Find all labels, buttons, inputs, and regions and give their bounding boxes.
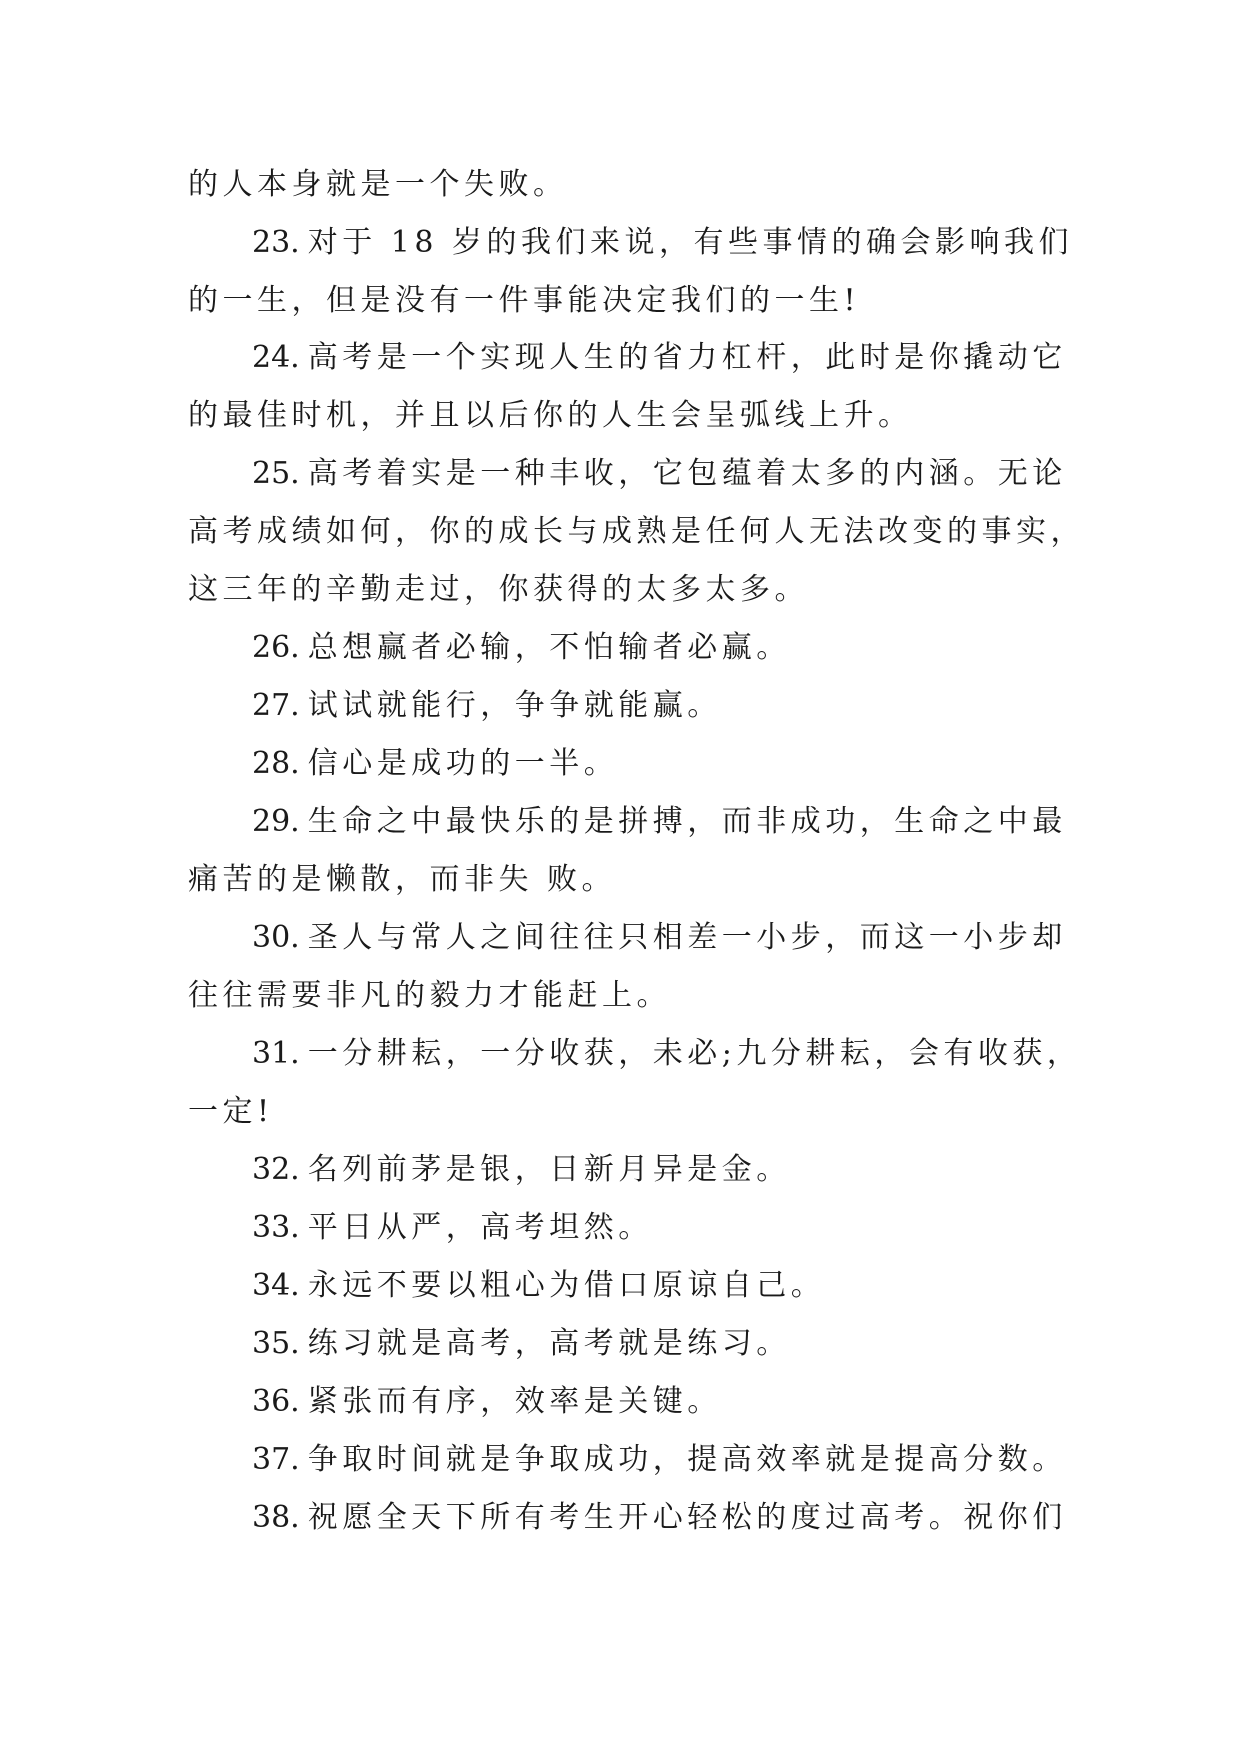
line-text: 的人本身就是一个失败。: [188, 167, 568, 202]
item-text: 争取时间就是争取成功，提高效率就是提高分数。: [307, 1442, 1067, 1477]
text-line: [188, 396, 913, 436]
item-number: 37.: [252, 1442, 300, 1477]
item-number: 25.: [252, 456, 300, 491]
list-item: [252, 686, 722, 726]
text-line: [188, 281, 860, 321]
item-text: 祝愿全天下所有考生开心轻松的度过高考。祝你们: [307, 1500, 1067, 1535]
item-text: 平日从严，高考坦然。: [307, 1210, 653, 1245]
text-line: [188, 860, 616, 900]
item-number: 26.: [252, 630, 300, 665]
item-text: 高考是一个实现人生的省力杠杆，此时是你撬动它: [307, 340, 1067, 375]
item-number: 24.: [252, 340, 300, 375]
item-number: 29.: [252, 804, 300, 839]
list-item: [252, 918, 1067, 958]
list-item: [252, 744, 618, 784]
item-text: 紧张而有序，效率是关键。: [307, 1384, 722, 1419]
item-text: 永远不要以粗心为借口原谅自己。: [307, 1268, 826, 1303]
item-number: 23.: [252, 225, 300, 260]
item-text: 对于 18 岁的我们来说，有些事情的确会影响我们: [307, 225, 1073, 260]
list-item: [252, 802, 1067, 842]
item-text: 高考着实是一种丰收，它包蕴着太多的内涵。无论: [307, 456, 1067, 491]
item-number: 32.: [252, 1152, 300, 1187]
line-text: 这三年的辛勤走过，你获得的太多太多。: [188, 572, 809, 607]
line-text: 一定!: [188, 1094, 274, 1129]
item-text: 信心是成功的一半。: [307, 746, 619, 781]
item-text: 圣人与常人之间往往只相差一小步，而这一小步却: [307, 920, 1067, 955]
item-number: 28.: [252, 746, 300, 781]
item-text: 生命之中最快乐的是拼搏，而非成功，生命之中最: [307, 804, 1067, 839]
list-item: [252, 1150, 791, 1190]
item-number: 38.: [252, 1500, 300, 1535]
list-item: [252, 338, 1067, 378]
list-item: [252, 1208, 653, 1248]
item-number: 33.: [252, 1210, 300, 1245]
item-number: 27.: [252, 688, 300, 723]
list-item: [252, 454, 1067, 494]
text-line: [188, 1092, 274, 1132]
line-text: 的一生，但是没有一件事能决定我们的一生!: [188, 283, 861, 318]
list-item: [252, 1498, 1067, 1538]
list-item: [252, 1034, 1081, 1074]
list-item: [252, 1266, 825, 1306]
list-item: [252, 1324, 791, 1364]
list-item: [252, 1382, 722, 1422]
item-text: 试试就能行，争争就能赢。: [307, 688, 722, 723]
text-line: [188, 976, 671, 1016]
item-number: 36.: [252, 1384, 300, 1419]
item-number: 30.: [252, 920, 300, 955]
line-text: 高考成绩如何，你的成长与成熟是任何人无法改变的事实，: [188, 514, 1085, 549]
item-text: 一分耕耘，一分收获，未必;九分耕耘，会有收获，: [307, 1036, 1082, 1071]
text-line: [188, 512, 1085, 552]
item-number: 34.: [252, 1268, 300, 1303]
list-item: [252, 223, 1073, 263]
line-text: 痛苦的是懒散，而非失 败。: [188, 862, 617, 897]
item-text: 名列前茅是银，日新月异是金。: [307, 1152, 791, 1187]
line-text: 的最佳时机，并且以后你的人生会呈弧线上升。: [188, 398, 913, 433]
text-line: [188, 165, 568, 205]
item-number: 35.: [252, 1326, 300, 1361]
item-text: 总想赢者必输，不怕输者必赢。: [307, 630, 791, 665]
line-text: 往往需要非凡的毅力才能赶上。: [188, 978, 671, 1013]
text-line: [188, 570, 809, 610]
list-item: [252, 628, 791, 668]
item-number: 31.: [252, 1036, 300, 1071]
item-text: 练习就是高考，高考就是练习。: [307, 1326, 791, 1361]
list-item: [252, 1440, 1067, 1480]
